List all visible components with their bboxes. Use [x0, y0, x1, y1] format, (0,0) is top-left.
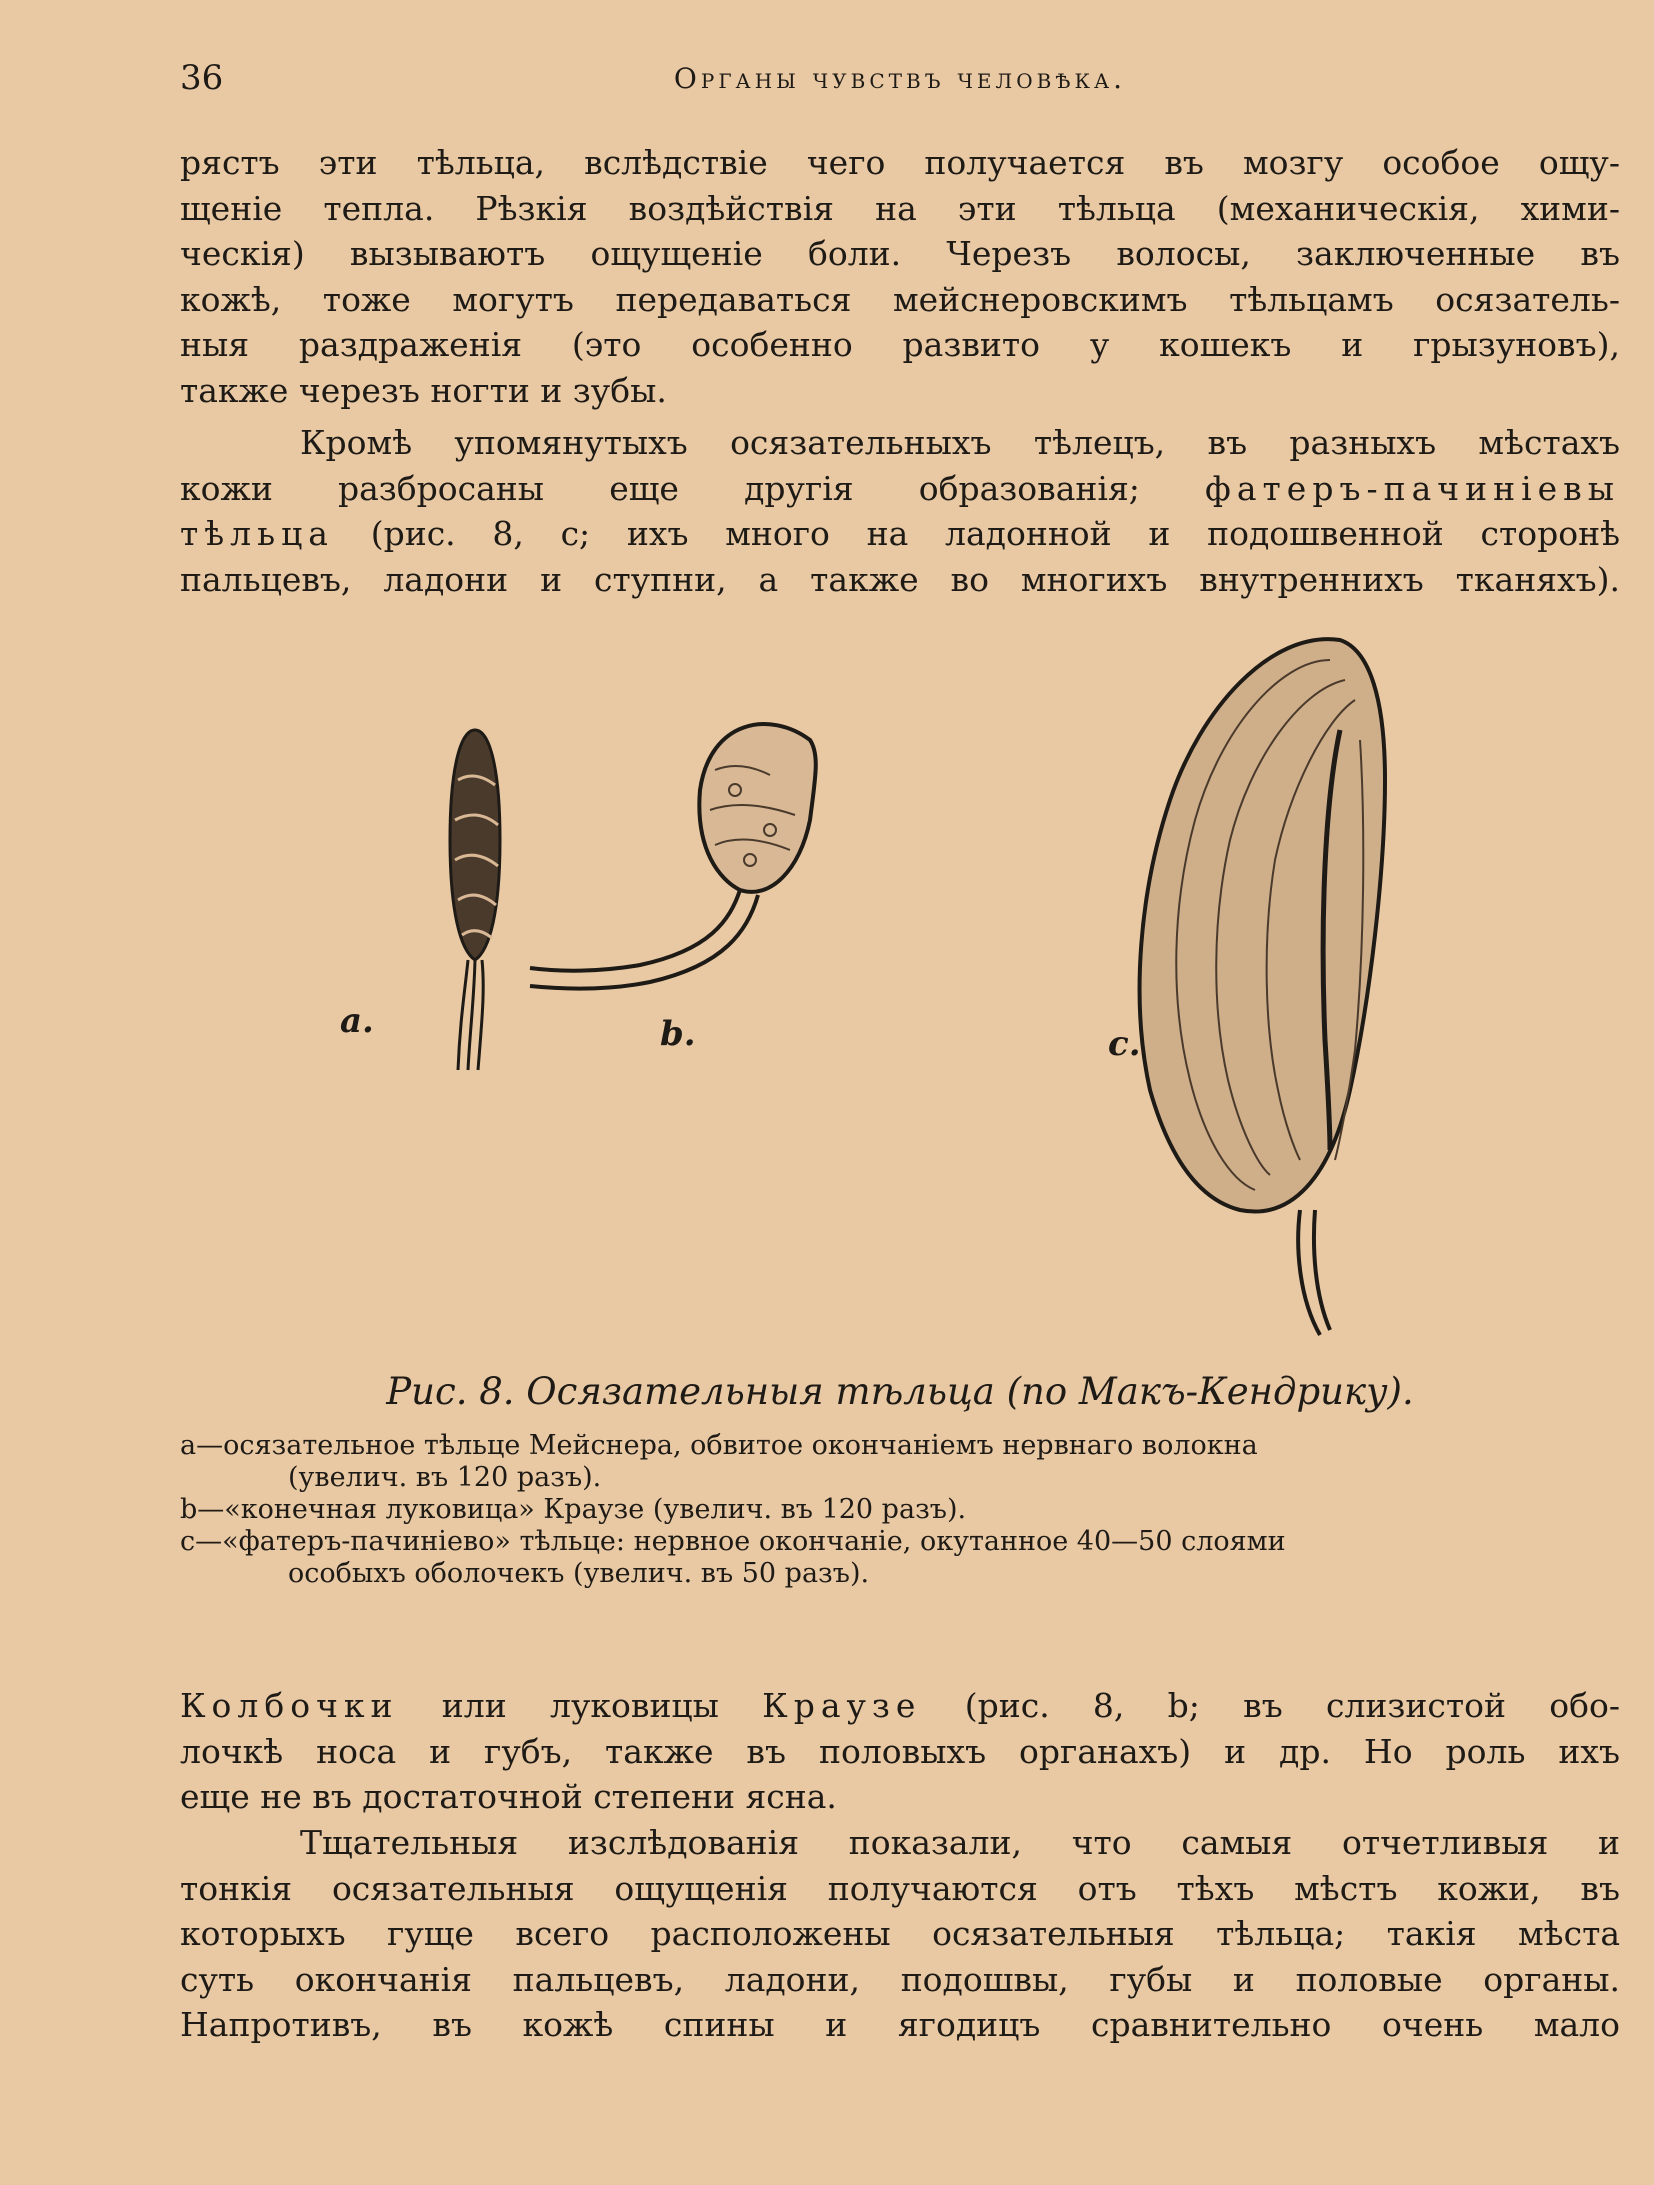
text-line [180, 511, 1620, 557]
figure-label-a: a. [340, 1001, 374, 1041]
text-line: рястъ эти тѣльца, вслѣдствіе чего получается въ мозгу особое ощу- [180, 143, 1620, 182]
running-title: Органы чувствъ человѣка. [673, 62, 1127, 95]
text-span: (рис. 8, c; ихъ много на ладонной и подошвенной сторонѣ [333, 514, 1620, 553]
legend-item-a-cont: (увелич. въ 120 разъ). [288, 1462, 602, 1493]
text-line: лочкѣ носа и губъ, также въ половыхъ органахъ) и др. Но роль ихъ [180, 1731, 1620, 1771]
paragraph-krause [180, 1683, 1620, 1820]
text-line: которыхъ гуще всего расположены осязательныя тѣльца; такія мѣста [180, 1914, 1620, 1953]
pacinian-corpuscle-drawing [1140, 639, 1385, 1335]
legend-item-c: c—«фатеръ-пачиніево» тѣльце: нервное окончаніе, окутанное 40—50 слоями [180, 1526, 1286, 1557]
figure-illustration [300, 620, 1450, 1340]
page-header [180, 58, 1620, 108]
text-span: (рис. 8, b; въ слизистой обо- [921, 1686, 1620, 1725]
text-line: суть окончанія пальцевъ, ладони, подошвы, губы и половые органы. [180, 1959, 1620, 1999]
legend-item-c-cont: особыхъ оболочекъ (увелич. въ 50 разъ). [288, 1558, 870, 1589]
text-line: Кромѣ упомянутыхъ осязательныхъ тѣлецъ, въ разныхъ мѣстахъ [300, 423, 1620, 462]
legend-item-a: a—осязательное тѣльце Мейснера, обвитое окончаніемъ нервнаго волокна [180, 1430, 1258, 1461]
text-line: тонкія осязательныя ощущенія получаются отъ тѣхъ мѣстъ кожи, въ [180, 1868, 1620, 1908]
spaced-term: Краузе [762, 1686, 922, 1725]
text-span: или луковицы [398, 1686, 763, 1725]
text-line: кожѣ, тоже могутъ передаваться мейснеровскимъ тѣльцамъ осязатель- [180, 279, 1620, 319]
text-line: также черезъ ногти и зубы. [180, 370, 667, 410]
figure-label-b: b. [660, 1014, 696, 1054]
krause-end-bulb-drawing [530, 724, 816, 989]
text-line: пальцевъ, ладони и ступни, а также во многихъ внутреннихъ тканяхъ). [180, 559, 1620, 599]
text-line [180, 1683, 1620, 1729]
text-line: ныя раздраженія (это особенно развито у кошекъ и грызуновъ), [180, 325, 1620, 364]
text-line: Напротивъ, въ кожѣ спины и ягодицъ сравнительно очень мало [180, 2005, 1620, 2044]
text-line [180, 466, 1620, 512]
figure-legend [180, 1430, 1620, 1590]
legend-item-b: b—«конечная луковица» Краузе (увелич. въ 120 разъ). [180, 1494, 967, 1525]
figure-label-c: c. [1108, 1024, 1141, 1064]
spaced-term: Колбочки [180, 1686, 399, 1725]
text-line: еще не въ достаточной степени ясна. [180, 1777, 837, 1816]
text-line: ческія) вызываютъ ощущеніе боли. Черезъ волосы, заключенные въ [180, 234, 1620, 273]
page-number: 36 [180, 58, 224, 98]
paragraph-corpuscles [180, 420, 1620, 602]
text-line: щеніе тепла. Рѣзкія воздѣйствія на эти тѣльца (механическія, хими- [180, 188, 1620, 228]
figure-svg [300, 620, 1450, 1340]
paragraph-research [180, 1820, 1620, 2048]
text-line: Тщательныя изслѣдованія показали, что самыя отчетливыя и [300, 1823, 1620, 1862]
meissner-corpuscle-drawing [450, 730, 500, 1070]
figure-caption-title: Рис. 8. Осязательныя тѣльца (по Макъ-Кендрику). [386, 1370, 1414, 1413]
spaced-term: тѣльца [180, 514, 334, 553]
text-span: кожи разбросаны еще другія образованія; [180, 468, 1206, 508]
paragraph-top [180, 140, 1620, 413]
spaced-term: фатеръ-пачиніевы [1205, 468, 1620, 508]
